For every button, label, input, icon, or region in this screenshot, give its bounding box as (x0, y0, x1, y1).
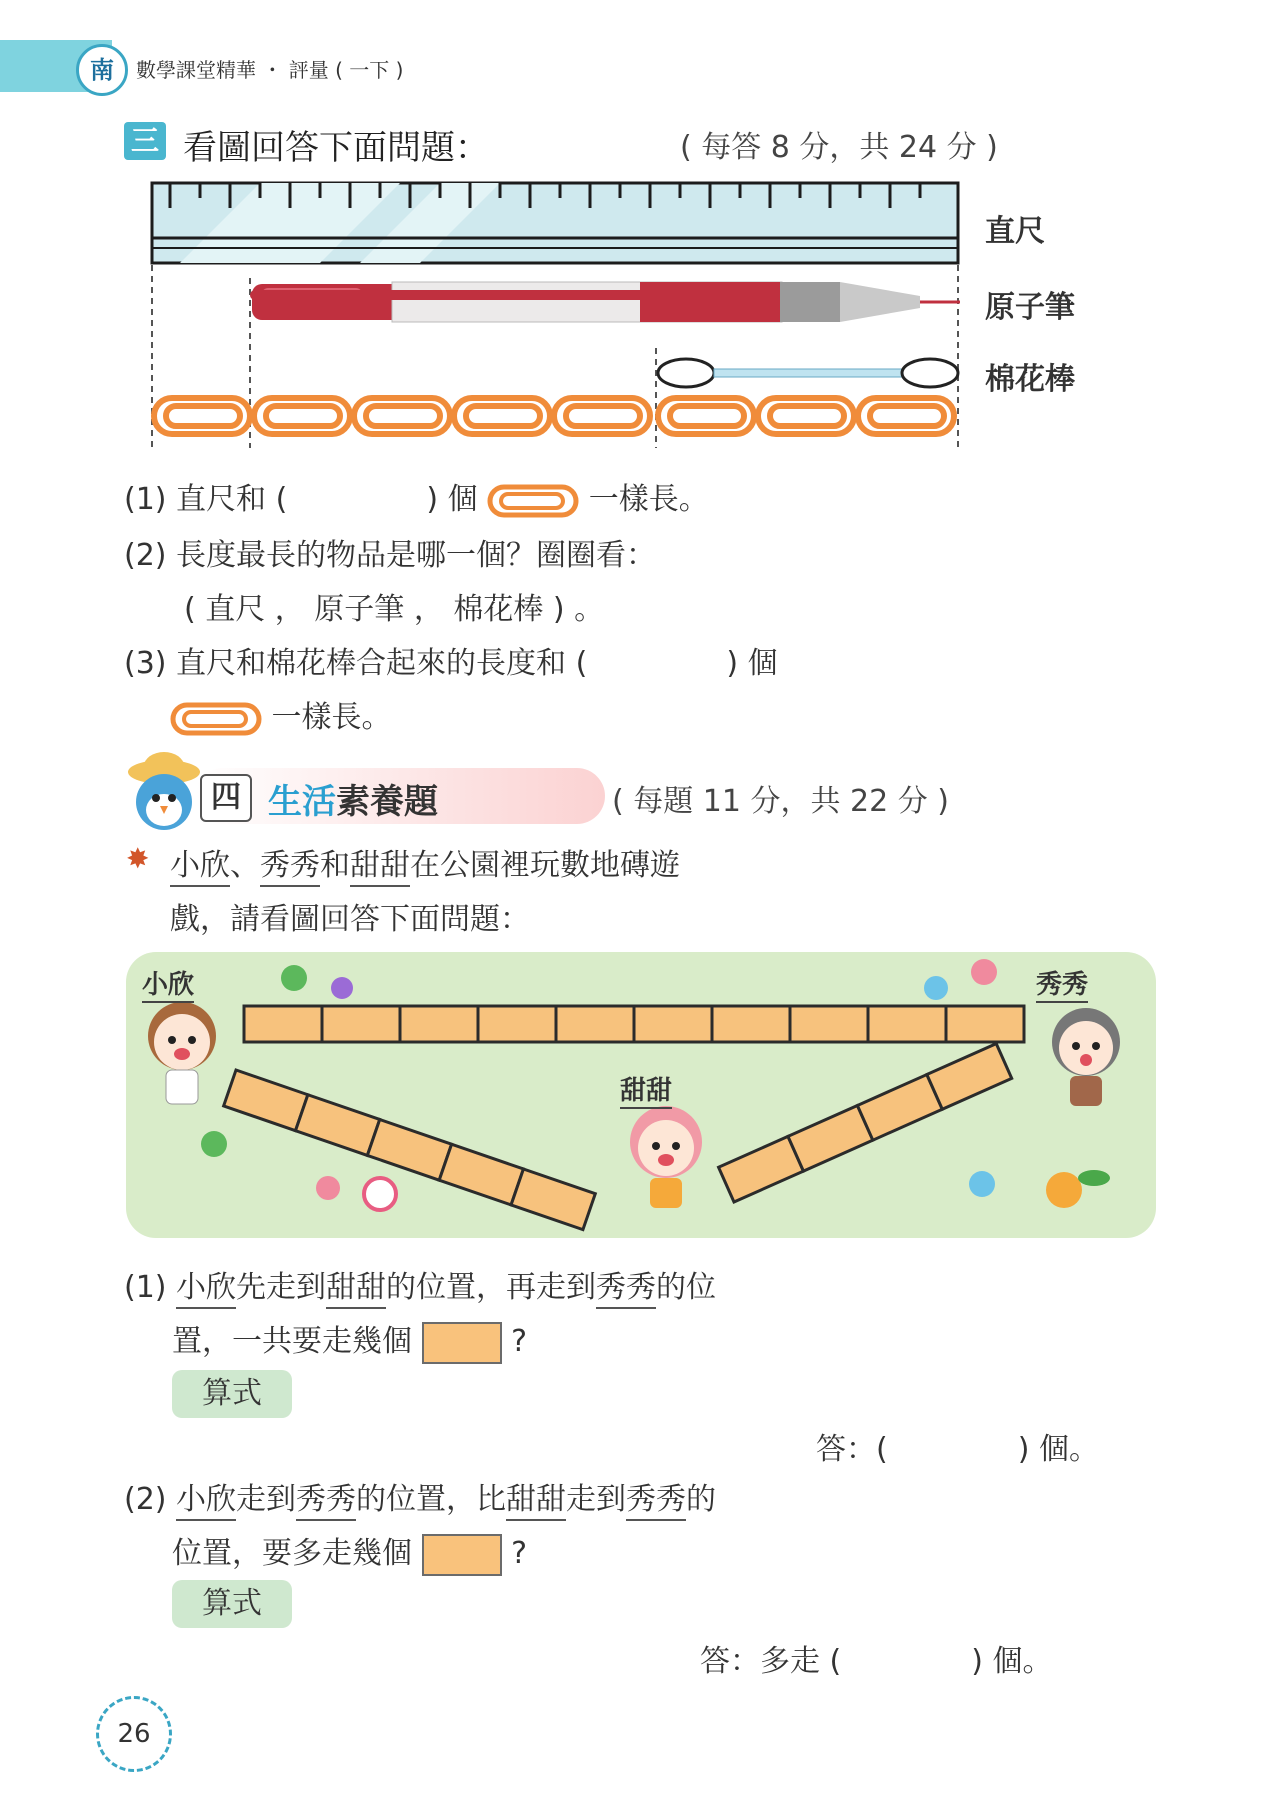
s3-q2 (124, 530, 656, 574)
question-text: 一樣長。 (588, 482, 709, 517)
question-text: 長度最長的物品是哪一個？圈圈看： (176, 538, 657, 573)
question-text: 直尺和 ( (176, 482, 288, 517)
section-4-badge: 四 (200, 774, 252, 822)
left-tile-path (224, 1070, 596, 1230)
s3-q3-line2 (170, 692, 392, 736)
s4-q2-line1: (2) 小欣走到秀秀的位置，比甜甜走到秀秀的 (124, 1474, 716, 1518)
s4-q2-calc-label: 算式 (172, 1580, 292, 1628)
s4-intro-line1: 小欣、秀秀和甜甜在公園裡玩數地磚遊 (170, 840, 680, 884)
section-3-title: 看圖回答下面問題： (183, 128, 489, 168)
question-number: (2) (124, 538, 167, 573)
s4-intro-line2: 戲，請看圖回答下面問題： (170, 902, 530, 937)
s4-q1-line2: 置，一共要走幾個 ? (172, 1316, 527, 1364)
girl-xiuxiu-icon (1052, 1008, 1120, 1106)
girl-xiaoxin-icon (148, 1002, 216, 1104)
question-number: (1) (124, 482, 167, 517)
scene-name-xiuxiu: 秀秀 (1036, 964, 1088, 1003)
header-badge: 南 (76, 44, 128, 96)
maple-leaf-icon: ✸ (126, 842, 150, 875)
section-4-score: ( 每題 11 分，共 22 分 ) (612, 784, 949, 819)
paper-clip-icon (487, 484, 579, 518)
s4-q1-line1: (1) 小欣先走到甜甜的位置，再走到秀秀的位 (124, 1262, 716, 1306)
question-text: ) 個 (426, 482, 478, 517)
tile-answer-icon (422, 1534, 502, 1576)
top-tile-path (244, 1006, 1024, 1042)
cotton-swab-label: 棉花棒 (985, 362, 1075, 397)
section-4-title: 生活素養題 (268, 782, 438, 822)
s4-q2-line2: 位置，要多走幾個 ? (172, 1528, 527, 1576)
cotton-swab-icon (658, 359, 958, 387)
s4-q2-calc-area[interactable] (300, 1580, 1140, 1640)
section-3-score: ( 每答 8 分，共 24 分 ) (680, 130, 998, 165)
paper-clip-icon (170, 702, 262, 736)
girl-tiantian-icon (630, 1106, 702, 1208)
s4-q2-answer: 答：多走 ( ) 個。 (700, 1644, 1053, 1679)
ruler-icon (152, 183, 958, 263)
ruler-label: 直尺 (985, 214, 1045, 249)
question-text: 直尺和棉花棒合起來的長度和 ( (176, 646, 588, 681)
section-3-badge: 三 (124, 122, 166, 160)
tile-answer-icon (422, 1322, 502, 1364)
s3-q3 (124, 638, 778, 682)
paper-clip-row (154, 398, 954, 434)
pen-icon (250, 282, 960, 322)
scene-name-xiaoxin: 小欣 (142, 964, 194, 1003)
right-tile-path (719, 1044, 1012, 1202)
mascot-bird-icon (124, 750, 204, 836)
pen-label: 原子筆 (985, 290, 1075, 325)
question-number: (3) (124, 646, 167, 681)
s3-q2-options[interactable]: ( 直尺 ， 原子筆 ， 棉花棒 ) 。 (184, 592, 605, 627)
question-text: ) 個 (726, 646, 778, 681)
header-title: 數學課堂精華 ・ 評量 ( 一下 ) (136, 58, 404, 82)
s4-q1-answer: 答：( ) 個。 (816, 1432, 1099, 1467)
scene-name-tiantian: 甜甜 (620, 1070, 672, 1109)
s4-q1-calc-area[interactable] (300, 1370, 1140, 1430)
question-text: 一樣長。 (271, 700, 392, 735)
s4-q1-calc-label: 算式 (172, 1370, 292, 1418)
page-number: 26 (96, 1696, 172, 1772)
s3-q1 (124, 474, 709, 518)
